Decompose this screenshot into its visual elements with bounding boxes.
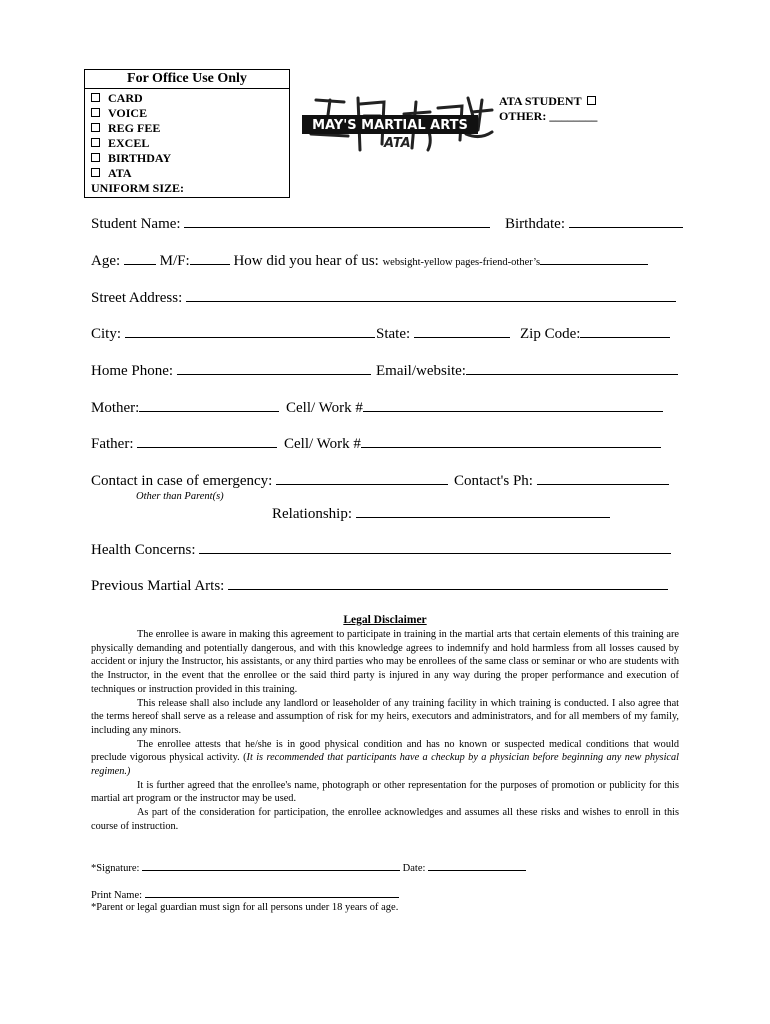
office-item-card: CARD <box>91 91 289 106</box>
father-cell-field[interactable] <box>361 435 661 448</box>
ata-student-option: ATA STUDENT <box>499 94 597 109</box>
hear-other-field[interactable] <box>540 254 648 265</box>
health-label: Health Concerns: <box>91 542 196 558</box>
father-field[interactable] <box>137 435 277 448</box>
state-field[interactable] <box>414 325 510 338</box>
ata-other-option[interactable]: OTHER: ________ <box>499 109 598 123</box>
father-cell-row <box>284 435 661 453</box>
previous-arts-row <box>91 577 668 595</box>
legal-disclaimer-title: Legal Disclaimer <box>343 614 427 626</box>
print-name-row <box>91 888 399 901</box>
emergency-field[interactable] <box>276 472 448 485</box>
office-use-title: For Office Use Only <box>85 70 289 89</box>
print-name-label: Print Name: <box>91 890 143 901</box>
emergency-label: Contact in case of emergency: <box>91 473 273 489</box>
checkbox-birthday[interactable] <box>91 153 100 162</box>
svg-text:MAY'S MARTIAL ARTS: MAY'S MARTIAL ARTS <box>312 118 468 133</box>
home-phone-row <box>91 362 371 380</box>
state-row <box>376 325 510 343</box>
office-item-reg-fee: REG FEE <box>91 121 289 136</box>
street-field[interactable] <box>186 289 676 302</box>
signature-field[interactable] <box>142 861 400 871</box>
hear-label: How did you hear of us: <box>233 253 379 269</box>
mother-row <box>91 399 279 417</box>
father-cell-label: Cell/ Work # <box>284 436 361 452</box>
contact-ph-field[interactable] <box>537 472 669 485</box>
date-label: Date: <box>402 863 426 874</box>
previous-arts-label: Previous Martial Arts: <box>91 578 225 594</box>
home-phone-label: Home Phone: <box>91 363 174 379</box>
calligraphy-logo-icon <box>296 90 496 156</box>
office-item-birthday: BIRTHDAY <box>91 151 289 166</box>
health-row <box>91 541 671 559</box>
contact-ph-label: Contact's Ph: <box>454 473 533 489</box>
mother-field[interactable] <box>139 399 279 412</box>
checkbox-excel[interactable] <box>91 138 100 147</box>
age-field[interactable] <box>124 252 156 265</box>
age-label: Age: <box>91 253 121 269</box>
city-field[interactable] <box>125 325 375 338</box>
mother-cell-row <box>286 399 663 417</box>
father-row <box>91 435 277 453</box>
checkbox-voice[interactable] <box>91 108 100 117</box>
mother-label: Mother: <box>91 400 140 416</box>
other-than-parents-note: Other than Parent(s) <box>136 491 224 502</box>
zip-row <box>520 325 670 343</box>
email-row <box>376 362 678 380</box>
zip-label: Zip Code: <box>520 326 581 342</box>
mother-cell-field[interactable] <box>363 399 663 412</box>
disclaimer-paragraph: As part of the consideration for participation, the enrollee acknowledges and assumes all these risks and wishes to enroll in this course of instruction. <box>91 807 679 832</box>
signature-label: *Signature: <box>91 863 140 874</box>
city-row <box>91 325 375 343</box>
relationship-field[interactable] <box>356 505 610 518</box>
mother-cell-label: Cell/ Work # <box>286 400 363 416</box>
student-name-label: Student Name: <box>91 216 181 232</box>
guardian-note: *Parent or legal guardian must sign for all persons under 18 years of age. <box>91 902 399 913</box>
disclaimer-paragraph: The enrollee attests that he/she is in good physical condition and has no known or suspected medical conditions that would preclude vigorous physical activity. (It is recommended that participants have a checkup by a physician before beginning any new physical regimen.) <box>91 738 680 778</box>
office-use-box <box>84 69 290 198</box>
birthdate-label: Birthdate: <box>505 216 565 232</box>
disclaimer-paragraph: The enrollee is aware in making this agreement to participate in training in the martial arts that certain elements of this training are physically demanding and potentially dangerous, and with this knowledge agrees to indemnify and hold harmless from all losses caused by accident or injury the Instructor, his assistants, or any third parties who may be enrollees of the same class or seminar or who are students with the Instructor, in the event that the enrollee or the said third party is injured in any way during the proper performance and execution of techniques or instruction provided in this training. <box>91 629 679 695</box>
checkbox-ata-student[interactable] <box>587 96 596 105</box>
father-label: Father: <box>91 436 134 452</box>
checkbox-reg-fee[interactable] <box>91 123 100 132</box>
birthdate-field[interactable] <box>569 215 683 228</box>
office-item-excel: EXCEL <box>91 136 289 151</box>
student-name-row <box>91 215 490 233</box>
disclaimer-paragraph: It is further agreed that the enrollee's name, photograph or other representation for the purposes of promotion or publicity for this martial art program or the instructor may be used. <box>91 779 679 805</box>
email-field[interactable] <box>466 362 678 375</box>
legal-disclaimer-body <box>91 628 679 834</box>
home-phone-field[interactable] <box>177 362 371 375</box>
state-label: State: <box>376 326 411 342</box>
signature-row <box>91 861 526 874</box>
ata-options <box>499 94 597 124</box>
mf-label: M/F: <box>159 253 190 269</box>
street-label: Street Address: <box>91 290 183 306</box>
date-field[interactable] <box>428 861 526 871</box>
health-field[interactable] <box>199 541 671 554</box>
age-row <box>91 252 648 270</box>
print-name-field[interactable] <box>145 888 399 898</box>
city-label: City: <box>91 326 122 342</box>
checkbox-card[interactable] <box>91 93 100 102</box>
disclaimer-paragraph: This release shall also include any landlord or leaseholder of any training facility in which training is conducted. I also agree that the terms hereof shall serve as a release and assumption of risk for my heirs, executors and administrators, and for all members of my family, including any minors. <box>91 697 679 736</box>
previous-arts-field[interactable] <box>228 577 668 590</box>
relationship-label: Relationship: <box>272 506 352 522</box>
mf-field[interactable] <box>190 252 230 265</box>
uniform-size-label: UNIFORM SIZE: <box>91 181 185 195</box>
birthdate-row <box>505 215 683 233</box>
office-item-ata: ATA <box>91 166 289 181</box>
emergency-row <box>91 472 448 490</box>
office-use-list <box>85 89 289 196</box>
street-row <box>91 289 676 307</box>
svg-text:ATA: ATA <box>384 136 411 151</box>
mays-martial-arts-logo <box>296 90 496 156</box>
student-name-field[interactable] <box>184 215 490 228</box>
office-item-voice: VOICE <box>91 106 289 121</box>
checkbox-ata[interactable] <box>91 168 100 177</box>
email-label: Email/website: <box>376 363 466 379</box>
zip-field[interactable] <box>580 325 670 338</box>
relationship-row <box>272 505 610 523</box>
hear-options: websight-yellow pages-friend-other’s <box>382 257 541 268</box>
contact-ph-row <box>454 472 669 490</box>
